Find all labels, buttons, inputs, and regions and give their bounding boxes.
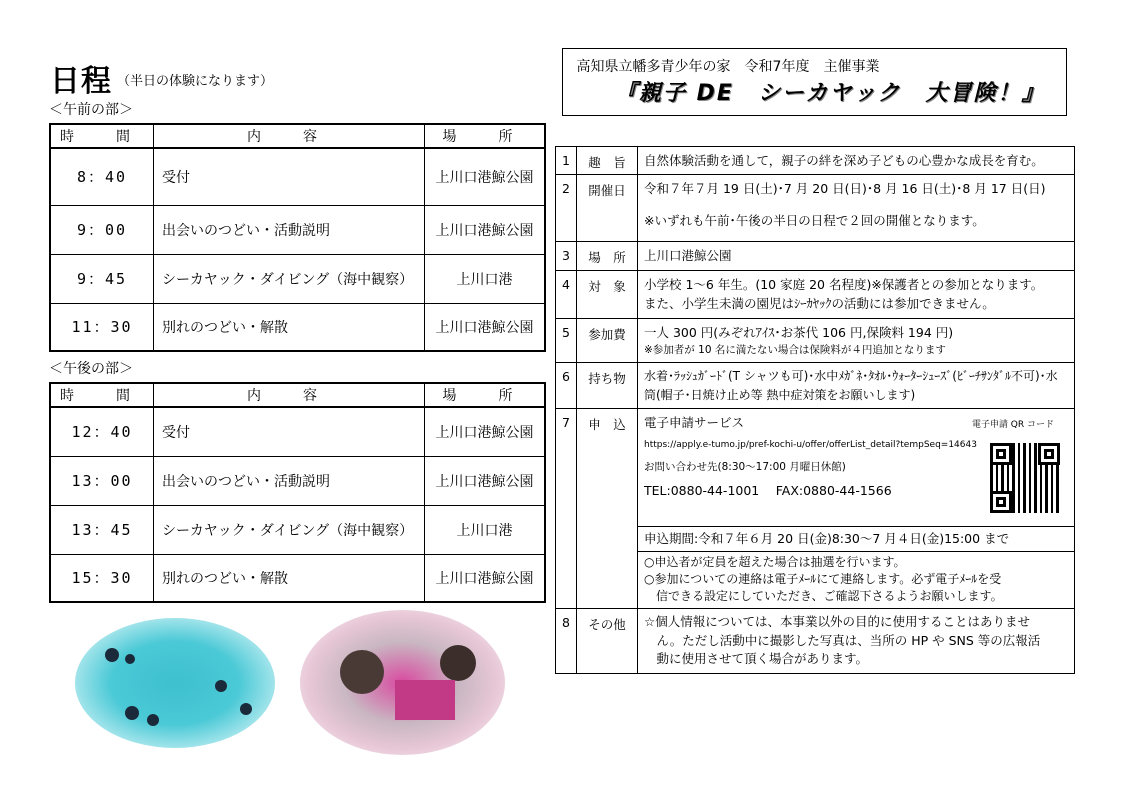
- table-row: [50, 205, 545, 254]
- afternoon-section-label: ＜午後の部＞: [49, 361, 133, 377]
- dates-line: 令和７年７月 19 日(土)･7 月 20 日(日)･8 月 16 日(土)･8 月 17 日(日): [644, 181, 1046, 197]
- swimmer-figure: [125, 654, 135, 664]
- contact-text: TEL:0880-44-1001 FAX:0880-44-1566: [644, 482, 892, 498]
- child-figure: [440, 645, 476, 681]
- row-time: 9：00: [50, 205, 154, 254]
- row-time: 9：45: [50, 254, 154, 303]
- organizer-line: 高知県立幡多青少年の家 令和7年度 主催事業: [576, 59, 880, 75]
- info-row-purpose: [556, 147, 1075, 175]
- row-place: 上川口港鯨公園: [425, 554, 546, 602]
- info-row-apply: [556, 409, 1075, 609]
- table-row: [50, 148, 545, 205]
- row-number: 8: [556, 608, 577, 673]
- swimmer-figure: [240, 703, 252, 715]
- fee-line: 一人 300 円(みぞれｱｲｽ･お茶代 106 円,保険料 194 円): [644, 324, 954, 340]
- activity-tray: [395, 680, 455, 720]
- table-header-row: [50, 383, 545, 407]
- row-label: 参加費: [577, 318, 638, 363]
- schedule-title: 日程: [50, 64, 112, 99]
- row-label: 開催日: [577, 175, 638, 242]
- row-label: 趣 旨: [577, 147, 638, 175]
- header-place: 場 所: [425, 124, 546, 148]
- row-label: 対 象: [577, 270, 638, 318]
- table-row: [50, 505, 545, 554]
- row-label: 場 所: [577, 242, 638, 270]
- row-content: 出会いのつどい・活動説明: [154, 205, 425, 254]
- row-place: 上川口港: [425, 254, 546, 303]
- swimmer-figure: [105, 648, 119, 662]
- items-line: 水着･ﾗｯｼｭｶﾞｰﾄﾞ(T シャツも可)･水中ﾒｶﾞﾈ･ﾀｵﾙ･ｳｫｰﾀｰｼｭｰｽﾞ(ﾋﾞｰﾁｻﾝﾀﾞﾙ不可)･水: [644, 369, 1058, 384]
- row-place: 上川口港鯨公園: [425, 205, 546, 254]
- schedule-subtitle: （半日の体験になります）: [117, 74, 274, 89]
- row-place: 上川口港鯨公園: [425, 303, 546, 351]
- header-time: 時 間: [50, 383, 154, 407]
- purpose-text: 自然体験活動を通して，親子の絆を深め子どもの心豊かな成長を育む。: [638, 147, 1075, 175]
- row-place: 上川口港鯨公園: [425, 456, 546, 505]
- row-label: 持ち物: [577, 363, 638, 409]
- row-time: 15：30: [50, 554, 154, 602]
- row-number: 4: [556, 270, 577, 318]
- afternoon-schedule-table: [49, 382, 546, 603]
- dates-note: ※いずれも午前･午後の半日の日程で２回の開催となります。: [644, 212, 985, 228]
- row-number: 7: [556, 409, 577, 609]
- apply-note: ○参加についての連絡は電子ﾒｰﾙにて連絡します。必ず電子ﾒｰﾙを受: [644, 572, 1002, 587]
- row-time: 13：00: [50, 456, 154, 505]
- row-number: 5: [556, 318, 577, 363]
- photo-sea-kayak: [75, 618, 275, 748]
- table-row: [50, 554, 545, 602]
- table-row: [50, 303, 545, 351]
- table-row: [50, 254, 545, 303]
- event-info-table: [555, 146, 1075, 674]
- row-place: 上川口港鯨公園: [425, 148, 546, 205]
- row-content: 別れのつどい・解散: [154, 554, 425, 602]
- info-row-other: [556, 608, 1075, 673]
- info-row-target: [556, 270, 1075, 318]
- apply-note: ○申込者が定員を超えた場合は抽選を行います。: [644, 554, 906, 569]
- table-header-row: [50, 124, 545, 148]
- info-row-items: [556, 363, 1075, 409]
- row-place: 上川口港鯨公園: [425, 407, 546, 456]
- row-time: 11：30: [50, 303, 154, 351]
- header-content: 内 容: [154, 124, 425, 148]
- apply-url-link[interactable]: https://apply.e-tumo.jp/pref-kochi-u/offer/offerList_detail?tempSeq=14643: [644, 439, 977, 450]
- swimmer-figure: [125, 706, 139, 720]
- photo-children-activity: [300, 610, 505, 755]
- table-row: [50, 407, 545, 456]
- row-content: シーカヤック・ダイビング（海中観察）: [154, 505, 425, 554]
- swimmer-figure: [215, 680, 227, 692]
- fee-note: ※参加者が 10 名に満たない場合は保険料が４円追加となります: [644, 343, 946, 356]
- other-line: 動に使用させて頂く場合があります。: [644, 651, 869, 667]
- row-content: 受付: [154, 407, 425, 456]
- target-line: 小学校 1～6 年生。(10 家庭 20 名程度)※保護者との参加となります。: [644, 276, 1044, 292]
- row-place: 上川口港: [425, 505, 546, 554]
- swimmer-figure: [147, 714, 159, 726]
- row-content: 受付: [154, 148, 425, 205]
- header-time: 時 間: [50, 124, 154, 148]
- info-row-place: [556, 242, 1075, 270]
- other-line: ん。ただし活動中に撮影した写真は、当所の HP や SNS 等の広報活: [644, 632, 1041, 648]
- qr-code-icon[interactable]: [990, 443, 1060, 513]
- row-number: 2: [556, 175, 577, 242]
- target-note: また、小学生未満の園児はｼｰｶﾔｯｸの活動には参加できません。: [644, 296, 995, 312]
- info-row-dates: [556, 175, 1075, 242]
- row-label: その他: [577, 608, 638, 673]
- event-title-box: [562, 48, 1067, 116]
- apply-service: 電子申請サービス: [644, 415, 745, 431]
- row-content: 出会いのつどい・活動説明: [154, 456, 425, 505]
- items-line: 筒(帽子･日焼け止め等 熱中症対策をお願いします): [644, 387, 916, 402]
- apply-period: 申込期間:令和７年６月 20 日(金)8:30～7 月４日(金)15:00 まで: [638, 527, 1074, 551]
- header-place: 場 所: [425, 383, 546, 407]
- row-time: 8：40: [50, 148, 154, 205]
- row-content: シーカヤック・ダイビング（海中観察）: [154, 254, 425, 303]
- row-time: 13：45: [50, 505, 154, 554]
- place-text: 上川口港鯨公園: [638, 242, 1075, 270]
- header-content: 内 容: [154, 383, 425, 407]
- other-line: ☆個人情報については、本事業以外の目的に使用することはありませ: [644, 613, 1030, 629]
- apply-note: 信できる設定にしていただき、ご確認下さるようお願いします。: [644, 589, 1003, 604]
- qr-label: 電子申請 QR コード: [971, 420, 1054, 431]
- row-time: 12：40: [50, 407, 154, 456]
- child-figure: [340, 650, 384, 694]
- morning-section-label: ＜午前の部＞: [49, 102, 133, 118]
- row-label: 申 込: [577, 409, 638, 609]
- morning-schedule-table: [49, 123, 546, 352]
- info-row-fee: [556, 318, 1075, 363]
- table-row: [50, 456, 545, 505]
- row-content: 別れのつどい・解散: [154, 303, 425, 351]
- row-number: 3: [556, 242, 577, 270]
- inquiry-text: お問い合わせ先(8:30～17:00 月曜日休館): [644, 460, 846, 473]
- event-title: 『親子 DE シーカヤック 大冒険！』: [615, 81, 1046, 106]
- row-number: 1: [556, 147, 577, 175]
- row-number: 6: [556, 363, 577, 409]
